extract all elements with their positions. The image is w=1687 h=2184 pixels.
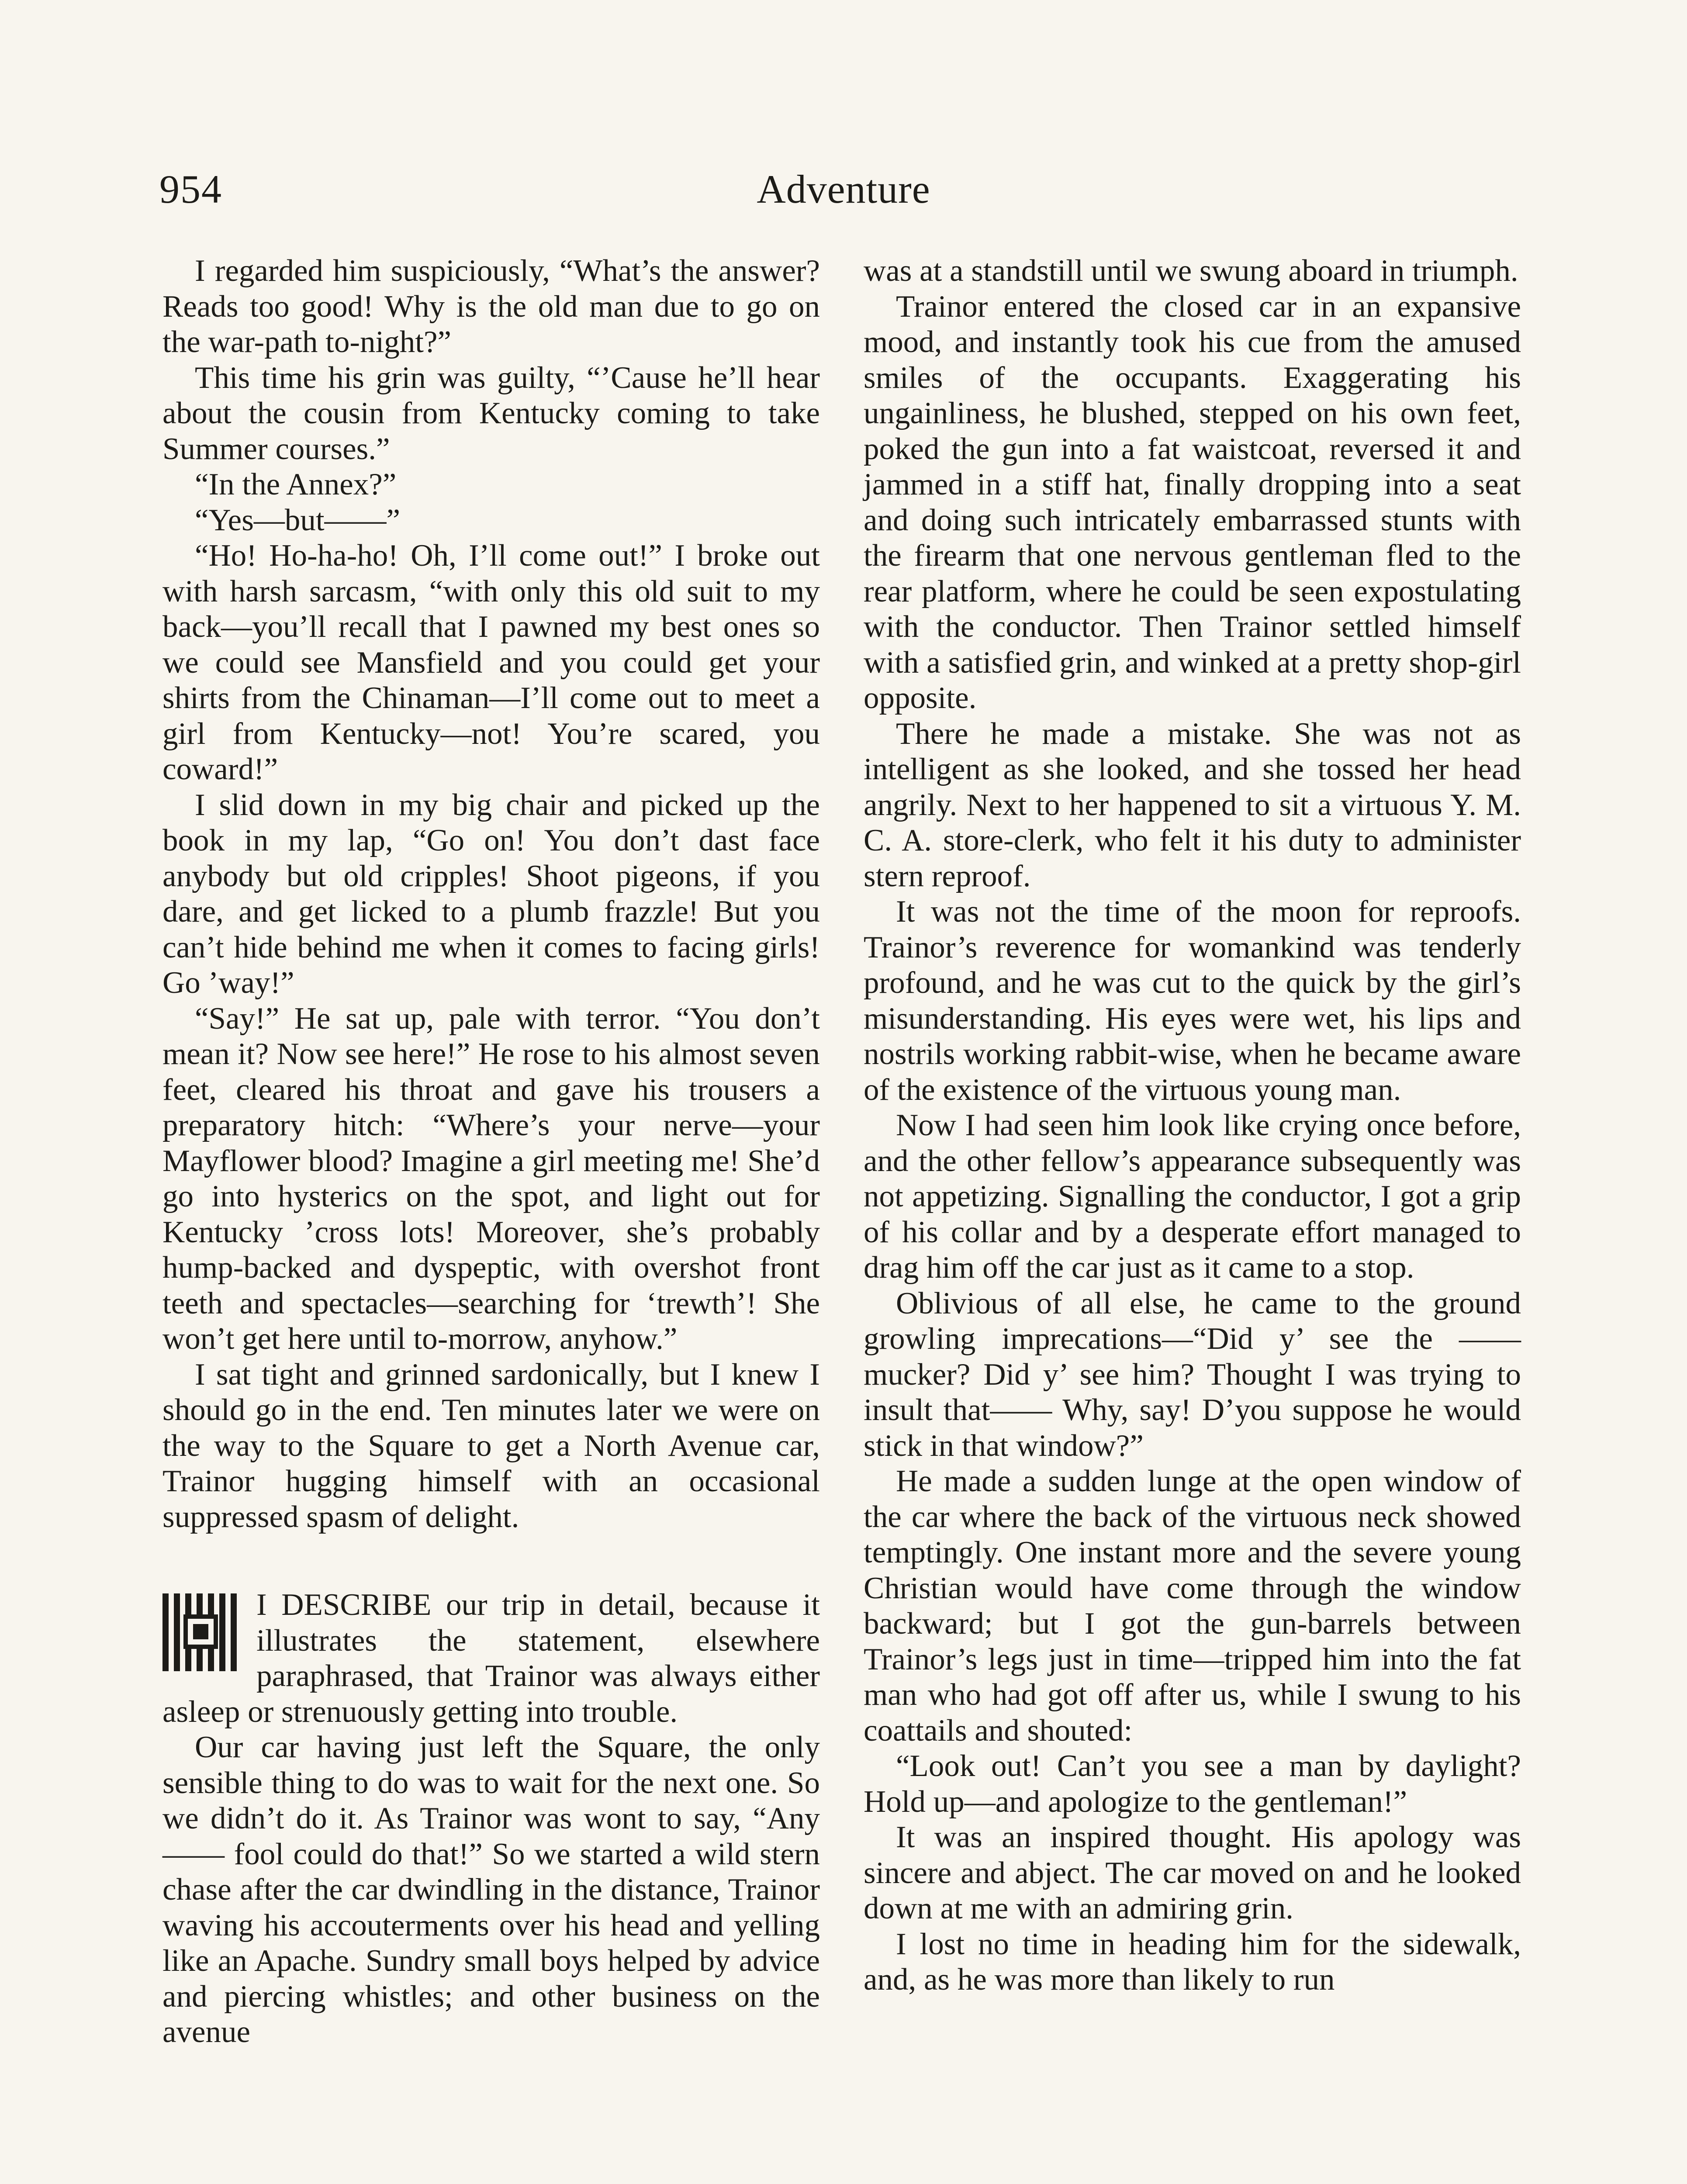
paragraph-continuation: was at a standstill until we swung aboard in triumph. [864, 254, 1518, 288]
paragraph: It was an inspired thought. His apology was sincere and abject. The car moved on and he looked down at me with an admiring grin. [864, 1820, 1521, 1925]
page-header [159, 166, 1528, 227]
paragraph: I lost no time in heading him for the sidewalk, and, as he was more than likely to run [864, 1927, 1521, 1997]
paragraph: “Yes—but——” [195, 503, 401, 537]
paragraph: “Ho! Ho-ha-ho! Oh, I’ll come out!” I broke out with harsh sarcasm, “with only this old suit to my back—you’ll recall that I pawned my best ones so we could see Mansfield and you could get your shirts from the Chinaman—I’ll come out to meet a girl from Kentucky—not! You’re scared, you coward!” [162, 539, 820, 786]
paragraph: “Say!” He sat up, pale with terror. “You don’t mean it? Now see here!” He rose to his almost seven feet, cleared his throat and gave his trousers a preparatory hitch: “Where’s your nerve—your Mayflower blood? Imagine a girl meeting me! She’d go into hysterics on the spot, and light out for Kentucky ’cross lots! Moreover, she’s probably hump-backed and dyspeptic, with overshot front teeth and spectacles—searching for ‘trewth’! She won’t get here until to-morrow, anyhow.” [162, 1001, 820, 1356]
paragraph: I sat tight and grinned sardonically, but I knew I should go in the end. Ten minutes later we were on the way to the Square to get a North Avenue car, Trainor hugging himself with an occasional suppressed spasm of delight. [162, 1357, 820, 1534]
paragraph: “In the Annex?” [195, 467, 397, 501]
section-opening [162, 1587, 820, 1730]
paragraph: Now I had seen him look like crying once before, and the other fellow’s appearance subsequently was not appetizing. Signalling the conductor, I got a grip of his collar and by a desperate effort managed to drag him off the car just as it came to a stop. [864, 1108, 1521, 1285]
page-number: 954 [159, 167, 222, 211]
right-column [864, 253, 1521, 1998]
paragraph: I regarded him suspiciously, “What’s the answer? Reads too good! Why is the old man due to go on the war-path to-night?” [162, 254, 820, 359]
paragraph: Our car having just left the Square, the only sensible thing to do was to wait for the next one. So we didn’t do it. As Trainor was wont to say, “Any —— fool could do that!” So we started a wild stern chase after the car dwindling in the distance, Trainor waving his accouterments over his head and yelling like an Apache. Sundry small boys helped by advice and piercing whistles; and other business on the avenue [162, 1730, 820, 2049]
paragraph: There he made a mistake. She was not as intelligent as she looked, and she tossed her head angrily. Next to her happened to sit a virtuous Y. M. C. A. store-clerk, who felt it his duty to administer stern reproof. [864, 716, 1521, 893]
paragraph: I slid down in my big chair and picked up the book in my lap, “Go on! You don’t dast face anybody but old cripples! Shoot pigeons, if you dare, and get licked to a plumb frazzle! But you can’t hide behind me when it comes to facing girls! Go ’way!” [162, 788, 820, 1000]
paragraph: He made a sudden lunge at the open window of the car where the back of the virtuous neck showed temptingly. One instant more and the severe young Christian would have come through the window backward; but I got the gun-barrels between Trainor’s legs just in time—tripped him into the fat man who had got off after us, while I swung to his coattails and shouted: [864, 1464, 1521, 1748]
ornament-icon [162, 1593, 239, 1671]
section-opening-paragraph: I DESCRIBE our trip in detail, because it illustrates the statement, elsewhere paraphrased, that Trainor was always either asleep or strenuously getting into trouble. [162, 1588, 820, 1729]
paragraph: It was not the time of the moon for reproofs. Trainor’s reverence for womankind was tenderly profound, and he was cut to the quick by the girl’s misunderstanding. His eyes were wet, his lips and nostrils working rabbit-wise, when he became aware of the existence of the virtuous young man. [864, 895, 1521, 1107]
paragraph: Trainor entered the closed car in an expansive mood, and instantly took his cue from the amused smiles of the occupants. Exaggerating his ungainliness, he blushed, stepped on his own feet, poked the gun into a fat waistcoat, reversed it and jammed in a stiff hat, finally dropping into a seat and doing such intricately embarrassed stunts with the firearm that one nervous gentleman fled to the rear platform, where he could be seen expostulating with the conductor. Then Trainor settled himself with a satisfied grin, and winked at a pretty shop-girl opposite. [864, 289, 1521, 715]
paragraph: “Look out! Can’t you see a man by daylight? Hold up—and apologize to the gentleman!” [864, 1749, 1521, 1819]
section-break [162, 1535, 820, 1587]
left-column [162, 253, 820, 2050]
paragraph: This time his grin was guilty, “’Cause he’ll hear about the cousin from Kentucky coming to take Summer courses.” [162, 360, 820, 466]
magazine-title: Adventure [757, 167, 930, 211]
paragraph: Oblivious of all else, he came to the ground growling imprecations—“Did y’ see the —— mucker? Did y’ see him? Thought I was trying to insult that—— Why, say! D’you suppose he would stick in that window?” [864, 1286, 1521, 1463]
